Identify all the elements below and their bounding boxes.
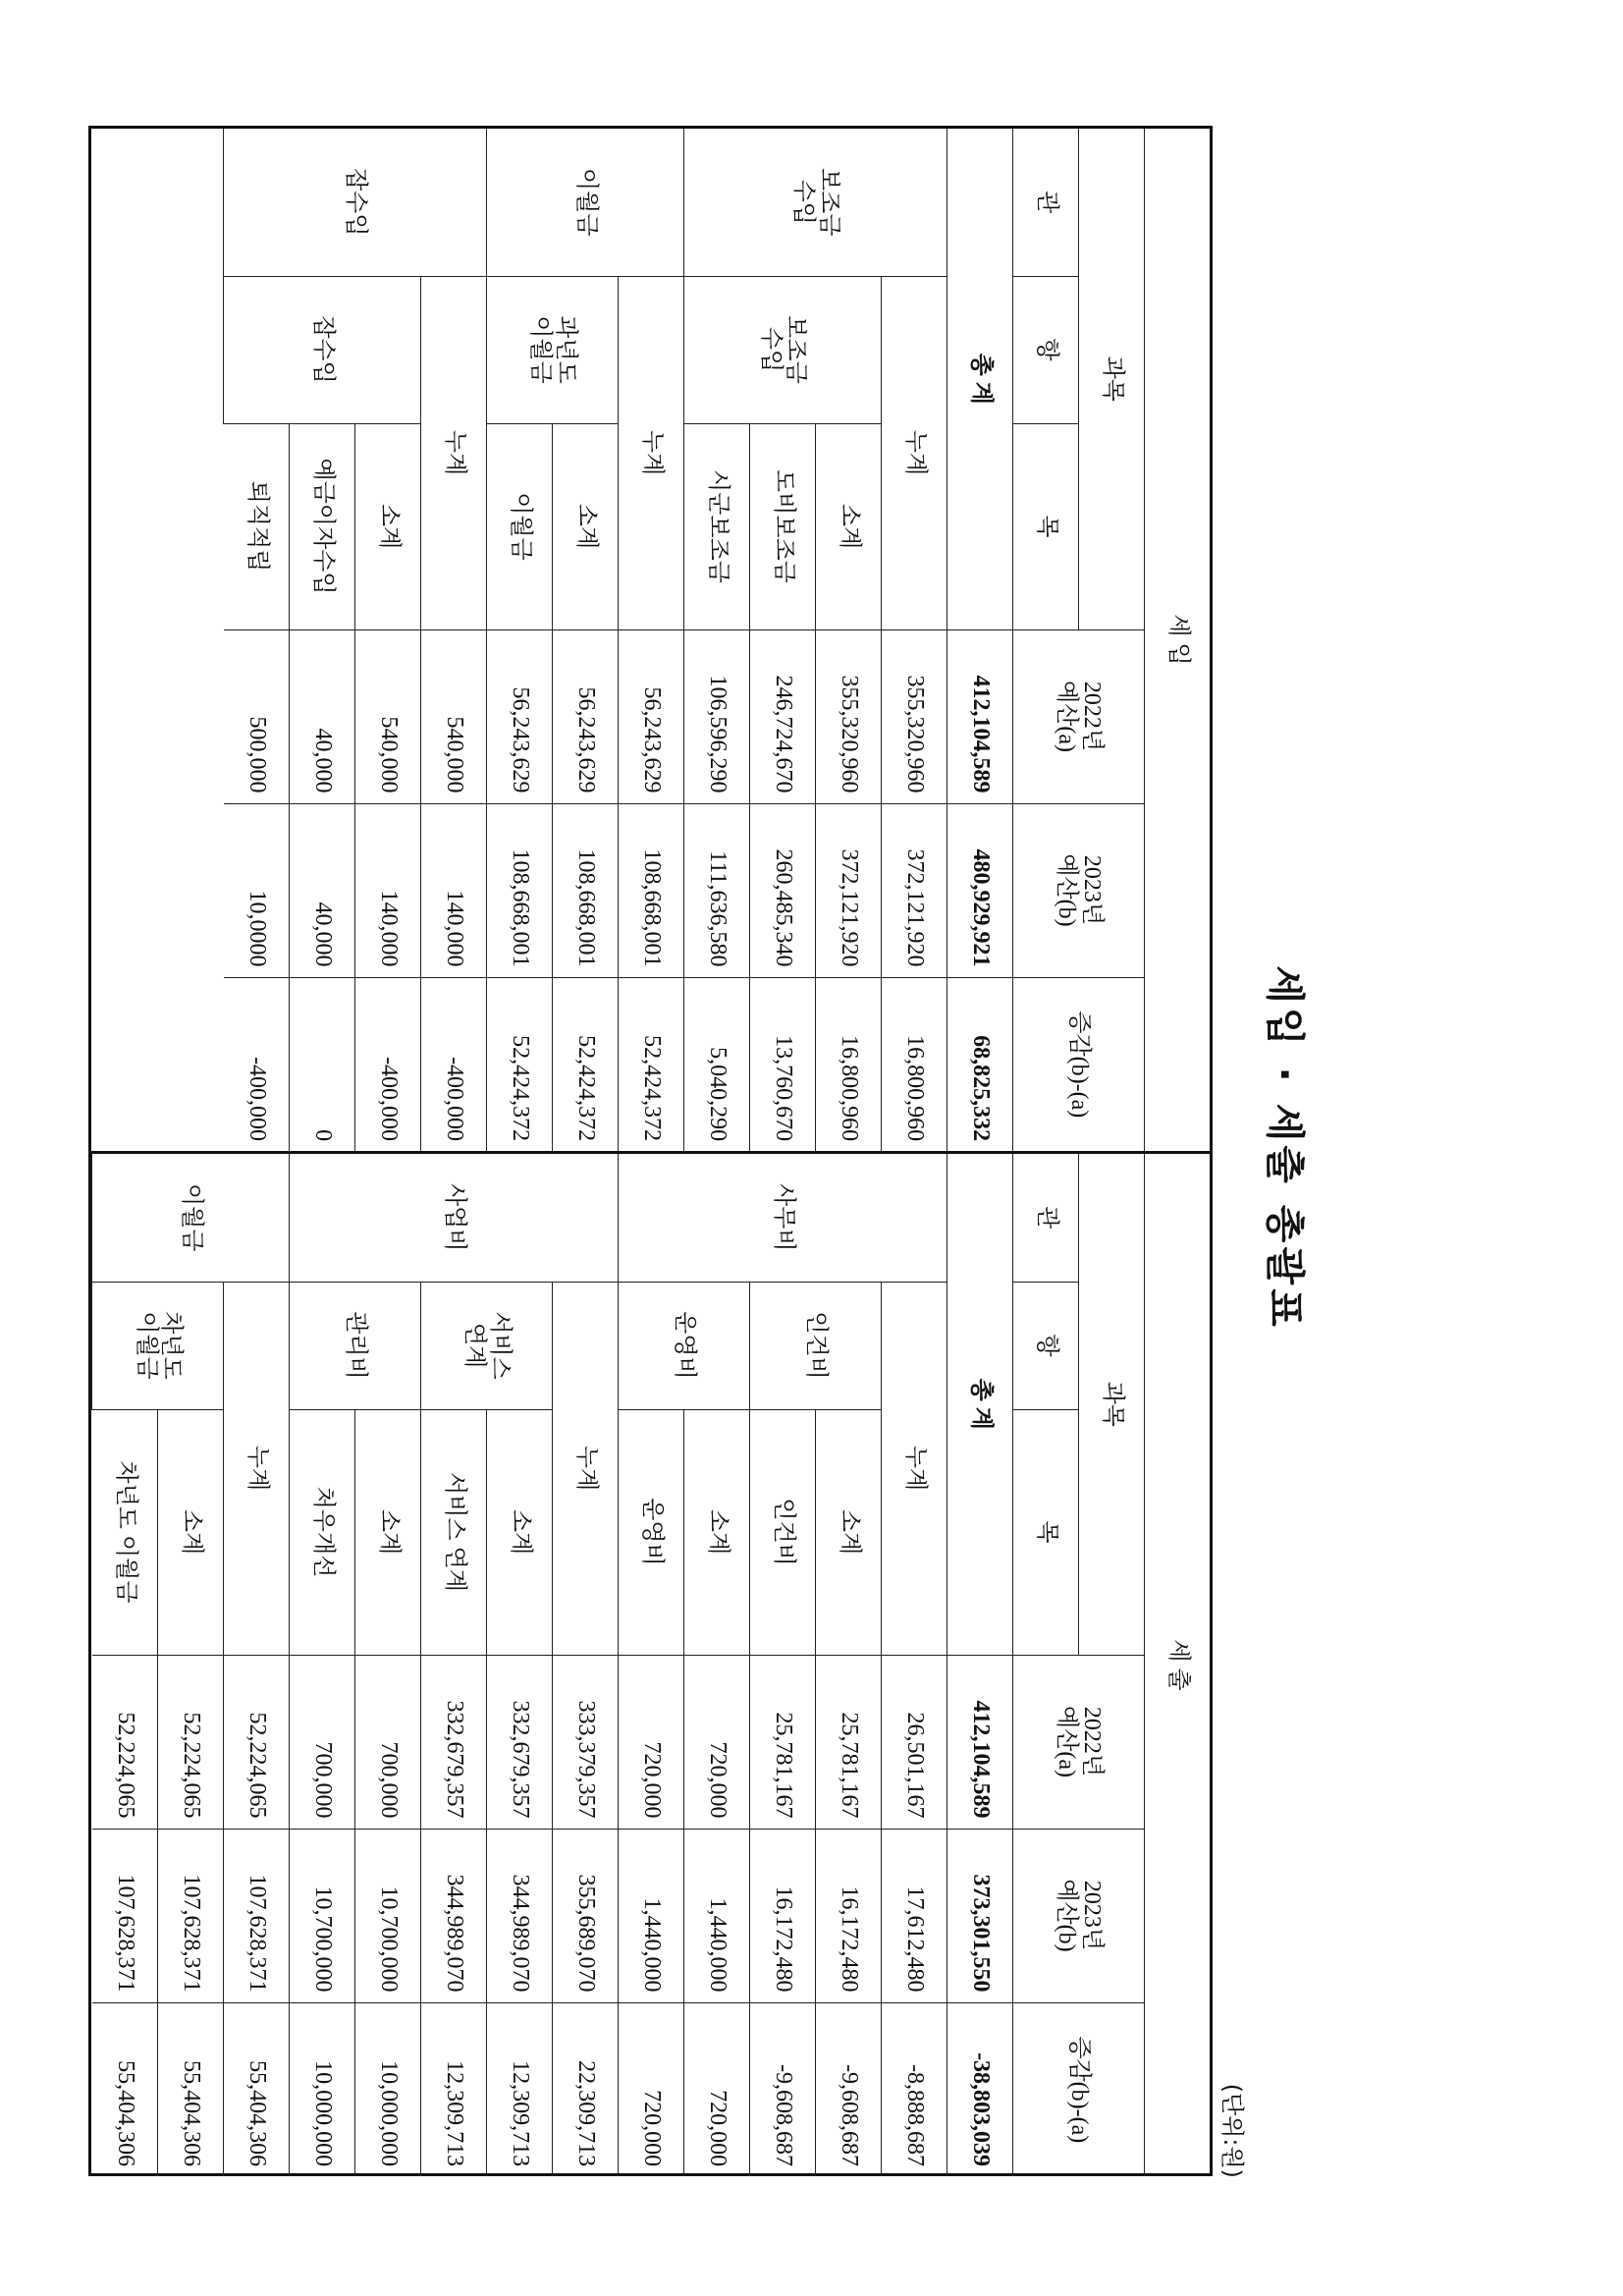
gwan-cell: 사업비	[290, 1154, 619, 1282]
value-2023: 17,612,480	[882, 1829, 947, 2002]
value-diff: 55,404,306	[92, 2002, 158, 2176]
hang-cell: 잡수입	[224, 276, 421, 423]
value-diff: -9,608,687	[816, 2002, 882, 2176]
value-diff: 12,309,713	[487, 2002, 553, 2176]
value-2022: 40,000	[290, 629, 355, 803]
value-2022: 106,596,290	[684, 629, 750, 803]
value-diff: 68,825,332	[947, 977, 1013, 1151]
value-2023: 108,668,001	[553, 803, 619, 977]
value-2023: 10,700,000	[290, 1829, 355, 2002]
hang-cell: 운영비	[619, 1282, 750, 1409]
value-2022: 412,104,589	[947, 1655, 1013, 1829]
mok-cell: 시군보조금	[684, 423, 750, 629]
total-label: 총 계	[947, 1154, 1013, 1655]
value-diff: -38,803,039	[947, 2002, 1013, 2176]
header-row	[1145, 1154, 1211, 2176]
value-2023: 16,172,480	[816, 1829, 882, 2002]
value-2022: 540,000	[355, 629, 421, 803]
value-diff: 720,000	[684, 2002, 750, 2176]
nugye-label: 누계	[619, 276, 684, 629]
value-diff: -9,608,687	[750, 2002, 816, 2176]
table-row	[421, 129, 487, 1151]
mok-cell: 차년도 이월금	[92, 1409, 158, 1655]
nugye-label: 누계	[421, 276, 487, 629]
header-row	[1079, 1154, 1145, 2176]
mok-cell: 운영비	[619, 1409, 684, 1655]
value-diff: 720,000	[619, 2002, 684, 2176]
table-row	[487, 1154, 553, 2176]
value-2023: 355,689,070	[553, 1829, 619, 2002]
table-row	[816, 129, 882, 1151]
col-diff-header: 증감(b)-(a)	[1013, 977, 1145, 1151]
value-2022: 720,000	[684, 1655, 750, 1829]
summary-table	[89, 126, 1214, 2176]
header-row	[1145, 129, 1211, 1151]
nugye-label: 누계	[882, 1282, 947, 1655]
value-diff: 52,424,372	[553, 977, 619, 1151]
gwan-cell: 이월금	[487, 129, 684, 276]
value-2023: 344,989,070	[421, 1829, 487, 2002]
value-diff: 55,404,306	[224, 2002, 290, 2176]
total-row	[947, 129, 1013, 1151]
hang-cell: 과년도 이월금	[487, 276, 619, 423]
mok-cell: 서비스 연계	[421, 1409, 487, 1655]
value-2023: 480,929,921	[947, 803, 1013, 977]
value-2022: 52,224,065	[158, 1655, 224, 1829]
expense-table	[92, 1154, 1211, 2176]
table-row	[224, 1154, 290, 2176]
value-2022: 412,104,589	[947, 629, 1013, 803]
revenue-half	[92, 129, 1211, 1154]
value-2022: 56,243,629	[553, 629, 619, 803]
value-diff: 13,760,670	[750, 977, 816, 1151]
value-2022: 333,379,357	[553, 1655, 619, 1829]
gwan-cell: 보조금 수입	[684, 129, 947, 276]
gwan-cell: 잡수입	[224, 129, 487, 276]
value-diff: -8,888,687	[882, 2002, 947, 2176]
gwan-cell: 이월금	[92, 1154, 290, 1282]
section-header: 세 입	[1145, 129, 1211, 1151]
mok-cell: 예금이자수입	[290, 423, 355, 629]
mok-header: 목	[1013, 1409, 1079, 1655]
value-2022: 246,724,670	[750, 629, 816, 803]
value-2022: 56,243,629	[487, 629, 553, 803]
value-2023: 140,000	[355, 803, 421, 977]
value-diff: 16,800,960	[816, 977, 882, 1151]
sogye-label: 소계	[816, 423, 882, 629]
mok-cell: 이월금	[487, 423, 553, 629]
value-2023: 108,668,001	[487, 803, 553, 977]
col-2022-header: 2022년 예산(a)	[1013, 629, 1145, 803]
value-diff: 22,309,713	[553, 2002, 619, 2176]
table-row	[158, 1154, 224, 2176]
value-2022: 500,000	[224, 629, 290, 803]
value-diff: -400,000	[355, 977, 421, 1151]
value-2022: 52,224,065	[224, 1655, 290, 1829]
value-2022: 720,000	[619, 1655, 684, 1829]
nugye-label: 누계	[553, 1282, 619, 1655]
table-row	[684, 1154, 750, 2176]
value-2023: 140,000	[421, 803, 487, 977]
value-diff: 52,424,372	[487, 977, 553, 1151]
value-2023: 107,628,371	[158, 1829, 224, 2002]
category-header: 과목	[1079, 1154, 1145, 1655]
mok-cell: 처우개선	[290, 1409, 355, 1655]
value-2023: 1,440,000	[619, 1829, 684, 2002]
hang-cell: 관리비	[290, 1282, 421, 1409]
value-2023: 10,700,000	[355, 1829, 421, 2002]
page-title: 세입 · 세출 총괄표	[1262, 965, 1307, 1331]
gwan-header: 관	[1013, 129, 1079, 276]
table-row	[816, 1154, 882, 2176]
value-2023: 16,172,480	[750, 1829, 816, 2002]
sogye-label: 소계	[684, 1409, 750, 1655]
gwan-header: 관	[1013, 1154, 1079, 1282]
gwan-cell: 사무비	[619, 1154, 947, 1282]
value-2022: 25,781,167	[750, 1655, 816, 1829]
value-2023: 373,301,550	[947, 1829, 1013, 2002]
table-row	[553, 1154, 619, 2176]
value-2022: 52,224,065	[92, 1655, 158, 1829]
sogye-label: 소계	[816, 1409, 882, 1655]
value-2023: 111,636,580	[684, 803, 750, 977]
revenue-table	[224, 129, 1211, 1151]
value-2023: 10,0000	[224, 803, 290, 977]
value-diff: 0	[290, 977, 355, 1151]
value-2022: 700,000	[290, 1655, 355, 1829]
mok-cell: 인건비	[750, 1409, 816, 1655]
hang-cell: 차년도 이월금	[92, 1282, 224, 1409]
mok-header: 목	[1013, 423, 1079, 629]
value-2022: 25,781,167	[816, 1655, 882, 1829]
value-diff: 55,404,306	[158, 2002, 224, 2176]
table-row	[619, 129, 684, 1151]
hang-header: 항	[1013, 276, 1079, 423]
value-diff: 10,000,000	[290, 2002, 355, 2176]
hang-header: 항	[1013, 1282, 1079, 1409]
sogye-label: 소계	[355, 423, 421, 629]
mok-cell: 퇴직적립	[224, 423, 290, 629]
value-2023: 107,628,371	[92, 1829, 158, 2002]
sogye-label: 소계	[553, 423, 619, 629]
value-2023: 1,440,000	[684, 1829, 750, 2002]
mok-cell: 도비보조금	[750, 423, 816, 629]
value-diff: 12,309,713	[421, 2002, 487, 2176]
total-row	[947, 1154, 1013, 2176]
value-2023: 344,989,070	[487, 1829, 553, 2002]
sogye-label: 소계	[355, 1409, 421, 1655]
col-2023-header: 2023년 예산(b)	[1013, 803, 1145, 977]
category-header: 과목	[1079, 129, 1145, 629]
value-diff: -400,000	[224, 977, 290, 1151]
col-diff-header: 증감(b)-(a)	[1013, 2002, 1145, 2176]
value-2023: 108,668,001	[619, 803, 684, 977]
value-2023: 372,121,920	[882, 803, 947, 977]
value-diff: 10,000,000	[355, 2002, 421, 2176]
col-2022-header: 2022년 예산(a)	[1013, 1655, 1145, 1829]
value-2022: 332,679,357	[487, 1655, 553, 1829]
col-2023-header: 2023년 예산(b)	[1013, 1829, 1145, 2002]
hang-cell: 보조금 수입	[684, 276, 882, 423]
nugye-label: 누계	[882, 276, 947, 629]
value-2022: 355,320,960	[882, 629, 947, 803]
table-row	[882, 1154, 947, 2176]
hang-cell: 서비스 연계	[421, 1282, 553, 1409]
value-2022: 355,320,960	[816, 629, 882, 803]
value-2022: 540,000	[421, 629, 487, 803]
table-row	[355, 1154, 421, 2176]
total-label: 총 계	[947, 129, 1013, 629]
value-diff: 16,800,960	[882, 977, 947, 1151]
value-2023: 107,628,371	[224, 1829, 290, 2002]
nugye-label: 누계	[224, 1282, 290, 1655]
table-row	[553, 129, 619, 1151]
sogye-label: 소계	[487, 1409, 553, 1655]
value-2022: 700,000	[355, 1655, 421, 1829]
value-2022: 56,243,629	[619, 629, 684, 803]
value-2022: 26,501,167	[882, 1655, 947, 1829]
sogye-label: 소계	[158, 1409, 224, 1655]
unit-label: (단위:원)	[1218, 2083, 1246, 2178]
hang-cell: 인건비	[750, 1282, 882, 1409]
value-diff: 52,424,372	[619, 977, 684, 1151]
table-row	[355, 129, 421, 1151]
table-row	[882, 129, 947, 1151]
value-2023: 40,000	[290, 803, 355, 977]
value-diff: -400,000	[421, 977, 487, 1151]
value-diff: 5,040,290	[684, 977, 750, 1151]
section-header: 세 출	[1145, 1154, 1211, 2176]
value-2023: 372,121,920	[816, 803, 882, 977]
value-2023: 260,485,340	[750, 803, 816, 977]
header-row	[1079, 129, 1145, 1151]
expense-half	[92, 1154, 1211, 2176]
value-2022: 332,679,357	[421, 1655, 487, 1829]
